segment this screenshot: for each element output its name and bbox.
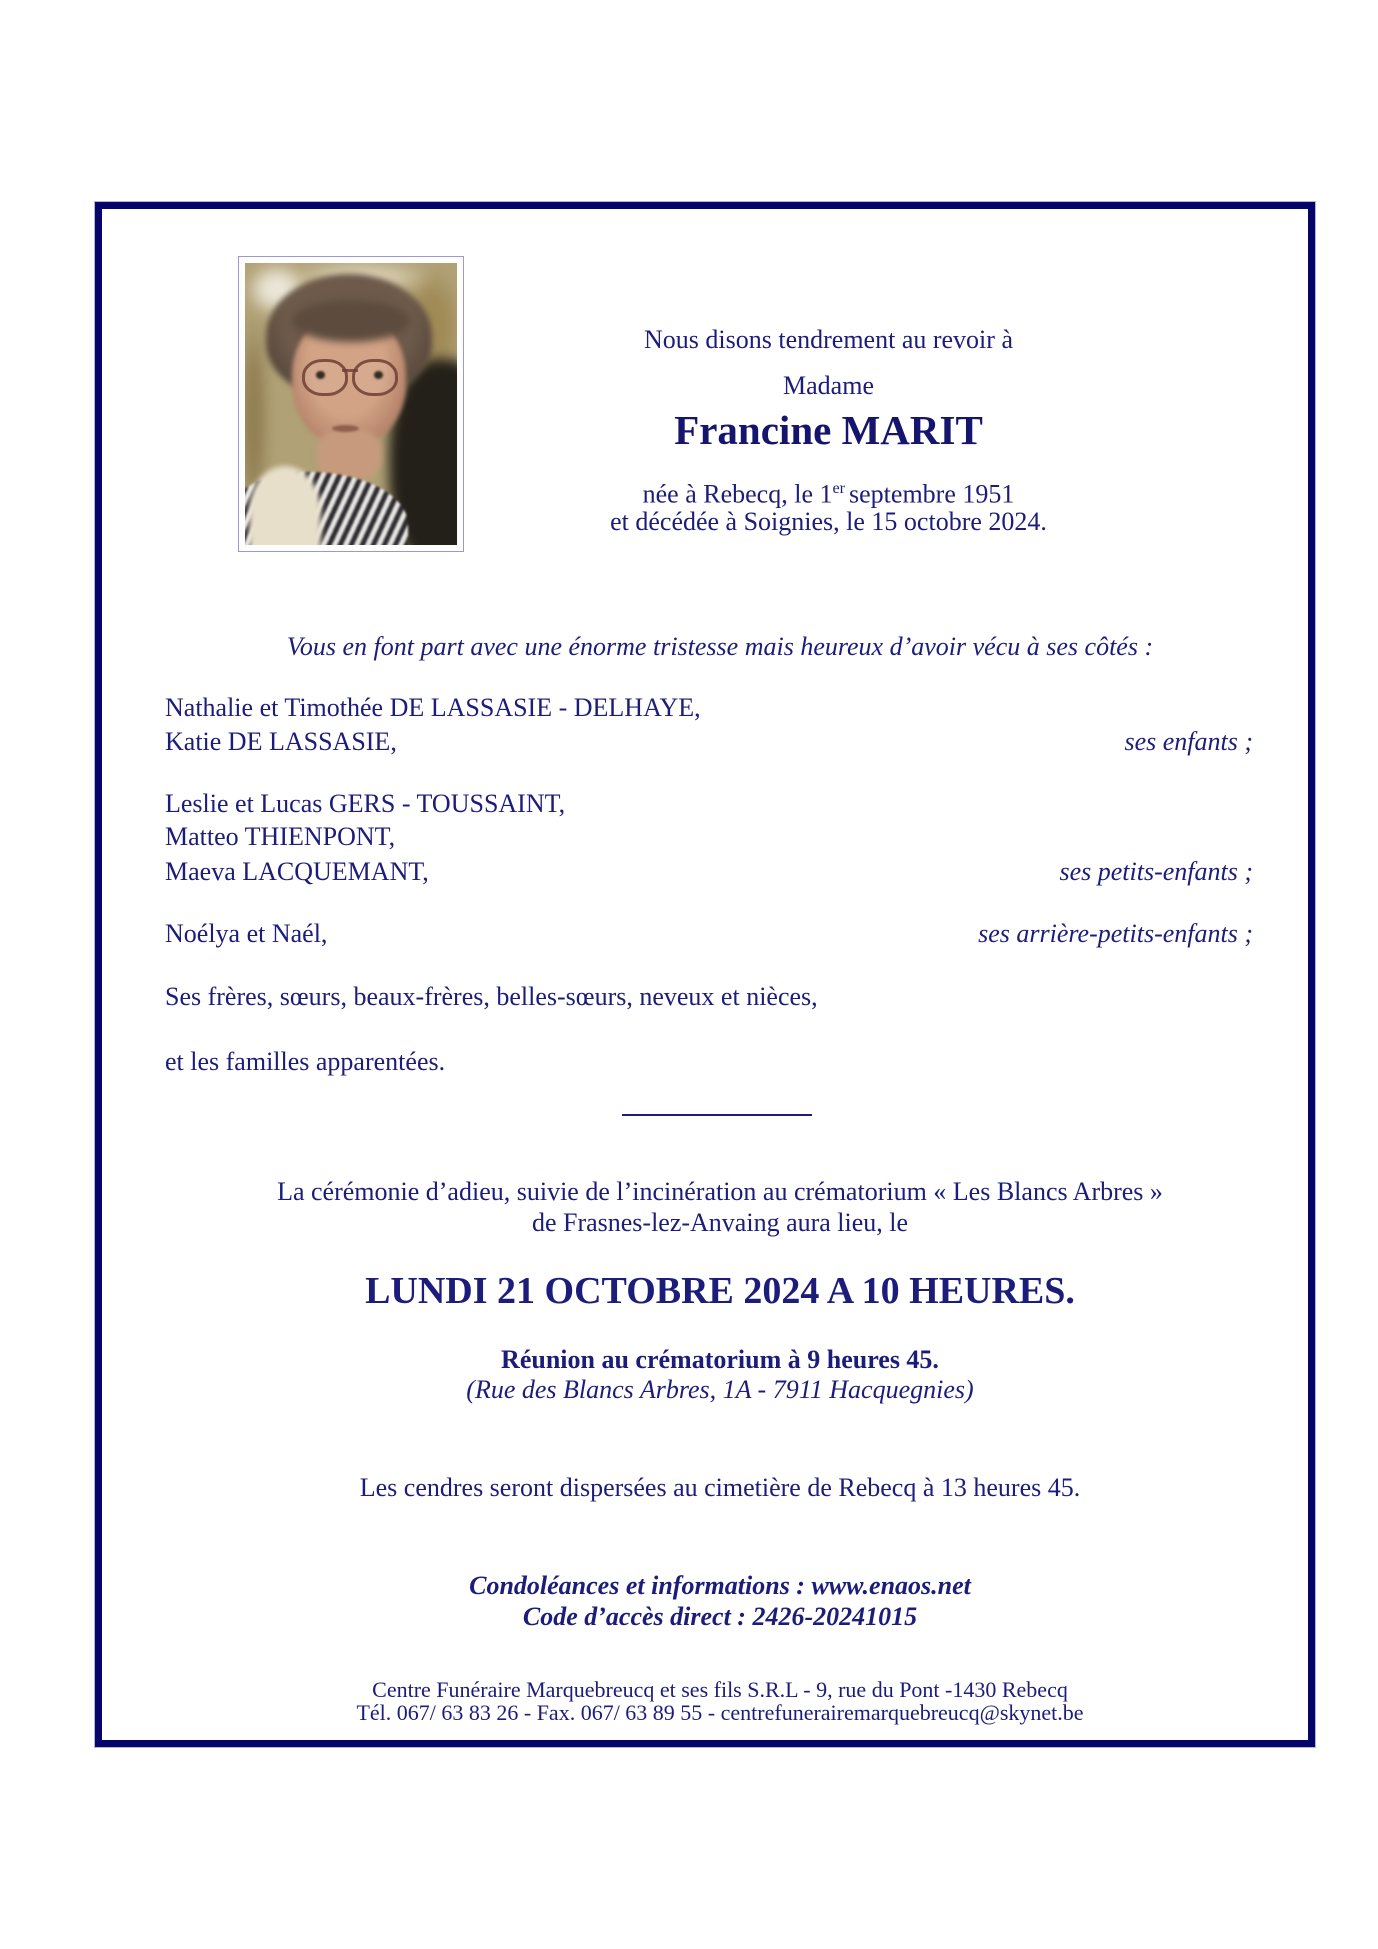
family-row xyxy=(165,791,1253,817)
condolences-line: Condoléances et informations : www.enaos.net xyxy=(469,1571,971,1600)
birth-line-end: septembre 1951 xyxy=(849,479,1015,509)
photo-glasses-lens xyxy=(302,359,347,397)
family-row xyxy=(165,729,1253,755)
ceremony-datetime: LUNDI 21 OCTOBRE 2024 A 10 HEURES. xyxy=(365,1270,1075,1312)
birth-line-start: née à Rebecq, le 1 xyxy=(642,479,833,509)
meeting-line: Réunion au crématorium à 9 heures 45. xyxy=(501,1345,939,1374)
photo-glasses xyxy=(298,359,402,396)
intro-line: Nous disons tendrement au revoir à xyxy=(644,325,1013,354)
family-relation: ses arrière-petits-enfants ; xyxy=(978,919,1253,948)
family-row xyxy=(165,984,1253,1010)
meeting-address: (Rue des Blancs Arbres, 1A - 7911 Hacquegnies) xyxy=(466,1375,974,1404)
family-row xyxy=(165,1049,1253,1075)
family-relation: ses petits-enfants ; xyxy=(1059,857,1253,886)
family-names: Noélya et Naél, xyxy=(165,919,328,948)
death-line: et décédée à Soignies, le 15 octobre 2024. xyxy=(610,507,1047,536)
family-names: Matteo THIENPONT, xyxy=(165,822,396,851)
funeral-home-address: Centre Funéraire Marquebreucq et ses fils S.R.L - 9, rue du Pont -1430 Rebecq xyxy=(372,1677,1068,1702)
tribute-line: Vous en font part avec une énorme tristesse mais heureux d’avoir vécu à ses côtés : xyxy=(286,632,1154,661)
family-row xyxy=(165,859,1253,885)
deceased-name: Francine MARIT xyxy=(674,407,983,453)
ceremony-line-1: La cérémonie d’adieu, suivie de l’incinération au crématorium « Les Blancs Arbres » xyxy=(277,1177,1163,1206)
funeral-home-contact: Tél. 067/ 63 83 26 - Fax. 067/ 63 89 55 - centrefunerairemarquebreucq@skynet.be xyxy=(356,1700,1084,1725)
salutation: Madame xyxy=(783,371,874,400)
birth-line xyxy=(465,476,1192,508)
family-names: Nathalie et Timothée DE LASSASIE - DELHAYE, xyxy=(165,693,701,722)
ashes-line: Les cendres seront dispersées au cimetière de Rebecq à 13 heures 45. xyxy=(359,1473,1081,1502)
family-relation: ses enfants ; xyxy=(1124,727,1253,756)
family-row xyxy=(165,695,1253,721)
portrait-photo-image xyxy=(245,263,457,545)
family-names: Maeva LACQUEMANT, xyxy=(165,857,429,886)
family-names: et les familles apparentées. xyxy=(165,1047,446,1076)
ceremony-line-2: de Frasnes-lez-Anvaing aura lieu, le xyxy=(531,1208,909,1237)
family-row xyxy=(165,824,1253,850)
family-names: Ses frères, sœurs, beaux-frères, belles-sœurs, neveux et nièces, xyxy=(165,982,818,1011)
birth-line-ordinal: er xyxy=(832,480,846,497)
photo-glasses-bridge xyxy=(342,369,359,372)
family-row xyxy=(165,921,1253,947)
family-names: Katie DE LASSASIE, xyxy=(165,727,397,756)
portrait-photo xyxy=(238,256,464,552)
access-code-line: Code d’accès direct : 2426-20241015 xyxy=(522,1602,918,1631)
family-names: Leslie et Lucas GERS - TOUSSAINT, xyxy=(165,789,566,818)
photo-fringe xyxy=(292,300,411,342)
section-divider xyxy=(622,1114,812,1116)
